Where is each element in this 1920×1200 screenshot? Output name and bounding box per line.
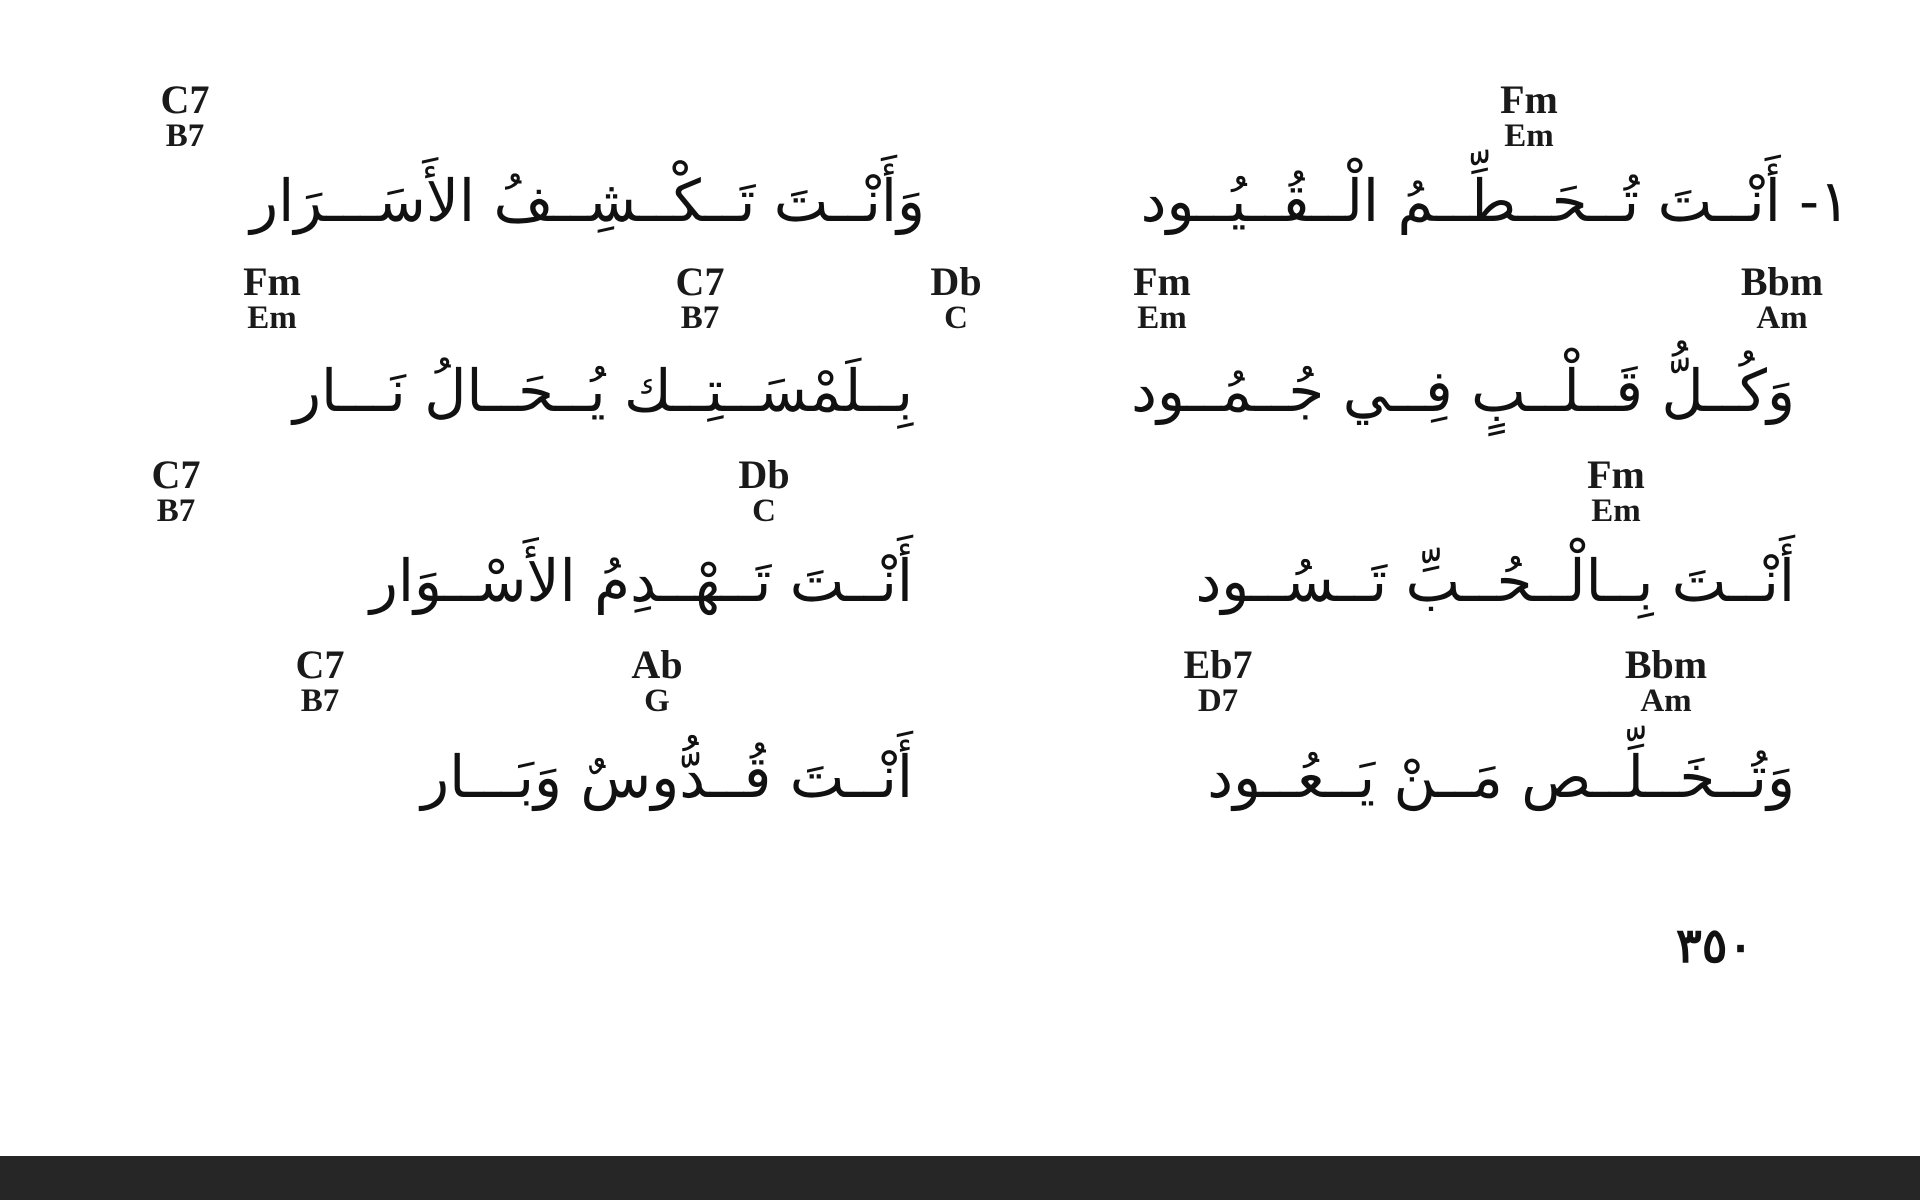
- chord-alternate: Am: [1756, 300, 1808, 336]
- chord-primary: Db: [738, 452, 790, 497]
- chord-alternate: B7: [300, 683, 340, 719]
- lyric-right-half: وَكُــلُّ قَــلْــبٍ فِــي جُــمُــود: [1131, 357, 1795, 425]
- chord-primary: Bbm: [1740, 259, 1824, 304]
- chord-primary: Fm: [1133, 259, 1191, 304]
- page-number: ٣٥٠: [1676, 918, 1754, 974]
- chord-primary: Bbm: [1624, 642, 1708, 687]
- lyric-left-half: أَنْــتَ تَــهْــدِمُ الأَسْــوَار: [369, 547, 913, 615]
- chord-alternate: Em: [1137, 300, 1187, 336]
- chord-symbol: [295, 642, 345, 719]
- chord-alternate: Em: [1504, 118, 1554, 154]
- chord-primary: C7: [151, 452, 201, 497]
- chord-symbol: [1183, 642, 1253, 719]
- lyric-right-half: أَنْــتَ بِــالْــحُــبِّ تَــسُــود: [1195, 547, 1795, 615]
- chord-alternate: G: [644, 683, 670, 719]
- chord-symbol: [151, 452, 201, 529]
- chord-alternate: C: [752, 493, 776, 529]
- chord-symbol: [1740, 259, 1824, 336]
- chord-symbol: [675, 259, 725, 336]
- viewer-bottom-bar: [0, 1156, 1920, 1200]
- chord-symbol: [930, 259, 982, 336]
- chord-symbol: [631, 642, 683, 719]
- chord-symbol: [243, 259, 301, 336]
- chord-primary: Fm: [1500, 77, 1558, 122]
- chord-alternate: B7: [156, 493, 196, 529]
- lyric-left-half: وَأَنْــتَ تَــكْــشِــفُ الأَسَـــرَار: [250, 167, 925, 235]
- chord-alternate: D7: [1197, 683, 1239, 719]
- chord-alternate: B7: [680, 300, 720, 336]
- chord-primary: C7: [295, 642, 345, 687]
- chord-symbol: [1500, 77, 1558, 154]
- chord-alternate: Am: [1640, 683, 1692, 719]
- chord-symbol: [1133, 259, 1191, 336]
- chord-alternate: C: [944, 300, 968, 336]
- chord-primary: C7: [160, 77, 210, 122]
- chord-primary: Ab: [631, 642, 683, 687]
- chord-symbol: [1624, 642, 1708, 719]
- chord-alternate: Em: [1591, 493, 1641, 529]
- chord-symbol: [160, 77, 210, 154]
- chord-primary: Eb7: [1183, 642, 1253, 687]
- chord-alternate: Em: [247, 300, 297, 336]
- chord-primary: C7: [675, 259, 725, 304]
- lyric-left-half: بِــلَمْسَــتِــك يُــحَــالُ نَـــار: [293, 357, 913, 425]
- lyric-left-half: أَنْــتَ قُــدُّوسٌ وَبَـــار: [421, 743, 913, 811]
- lyric-right-half: وَتُــخَــلِّــص مَــنْ يَــعُــود: [1207, 743, 1795, 811]
- chord-symbol: [738, 452, 790, 529]
- chord-primary: Db: [930, 259, 982, 304]
- lyric-right-half: ١- أَنْــتَ تُــحَــطِّــمُ الْــقُــيُــود: [1140, 167, 1850, 235]
- chord-primary: Fm: [243, 259, 301, 304]
- chord-primary: Fm: [1587, 452, 1645, 497]
- chord-alternate: B7: [165, 118, 205, 154]
- chord-symbol: [1587, 452, 1645, 529]
